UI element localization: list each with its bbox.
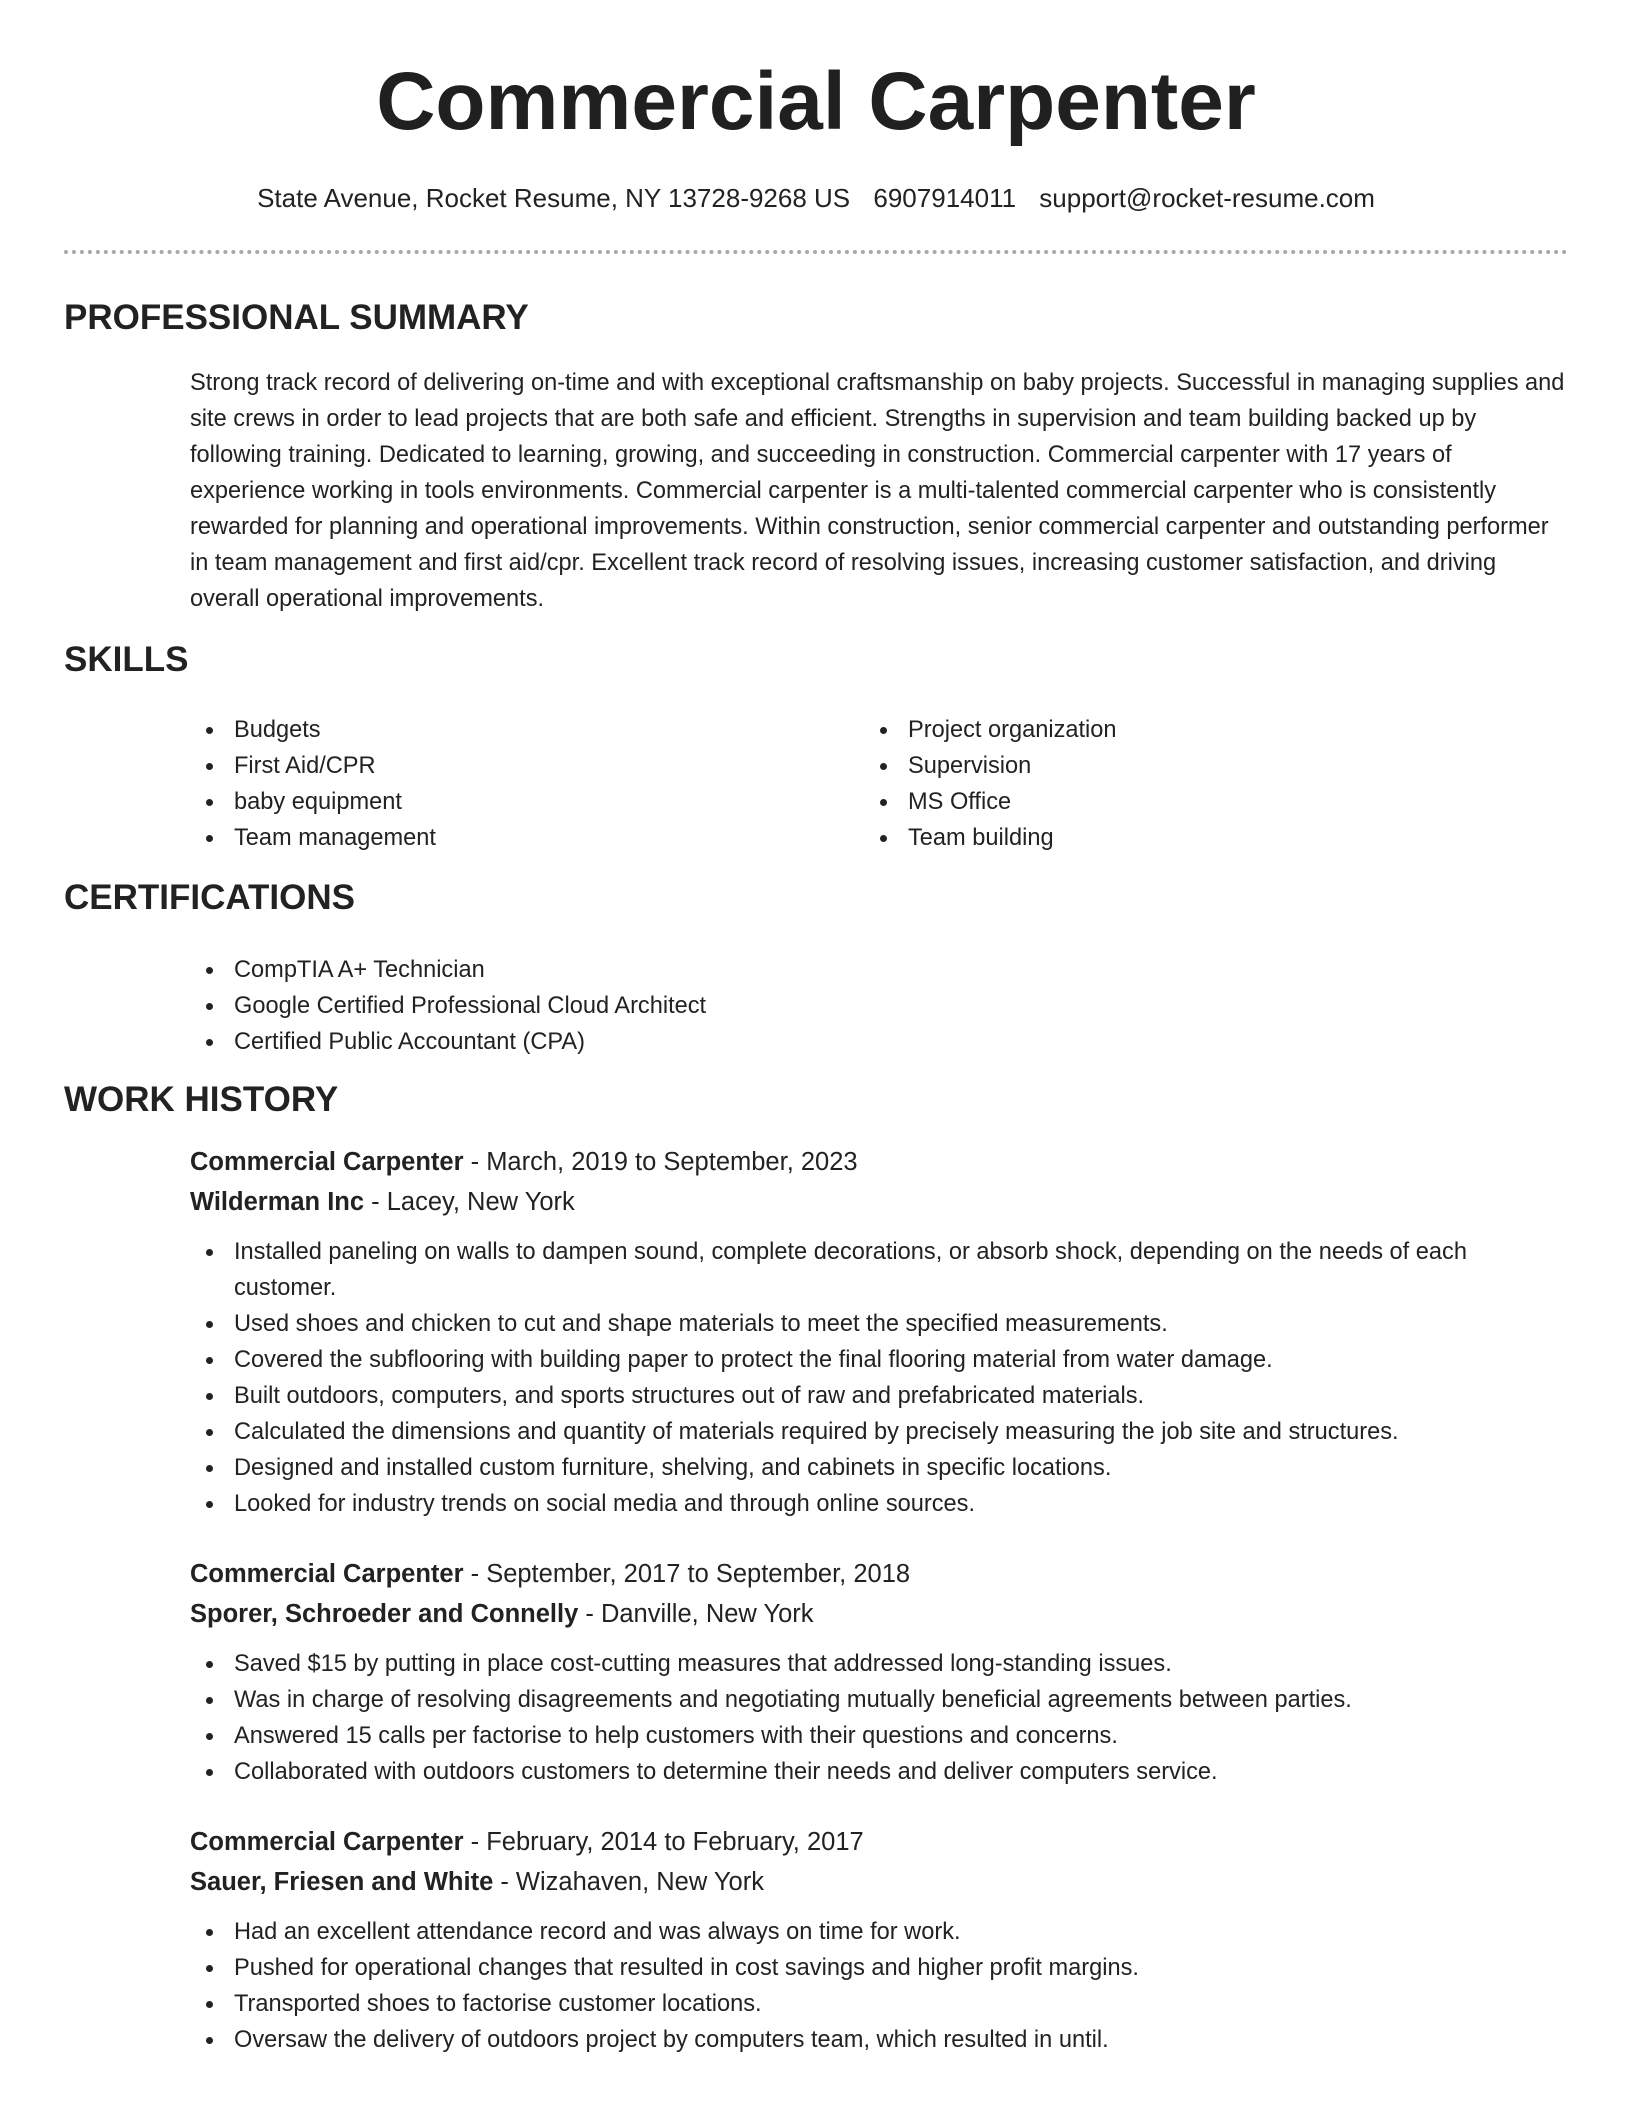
job-dates: March, 2019 to September, 2023 xyxy=(486,1148,858,1176)
list-item: Google Certified Professional Cloud Architect xyxy=(190,988,706,1024)
summary-heading: PROFESSIONAL SUMMARY xyxy=(64,298,529,337)
job-company-line: Wilderman Inc - Lacey, New York xyxy=(190,1188,575,1216)
job-entry xyxy=(190,1822,1570,2058)
job-company: Sporer, Schroeder and Connelly xyxy=(190,1600,579,1628)
list-item: Supervision xyxy=(864,748,1117,784)
job-company: Sauer, Friesen and White xyxy=(190,1868,494,1896)
header-divider xyxy=(64,250,1568,254)
list-item: baby equipment xyxy=(190,784,436,820)
list-item: Budgets xyxy=(190,712,436,748)
work-history-heading: WORK HISTORY xyxy=(64,1080,339,1119)
list-item: Team management xyxy=(190,820,436,856)
list-item: MS Office xyxy=(864,784,1117,820)
list-item: Saved $15 by putting in place cost-cutting measures that addressed long-standing issues. xyxy=(190,1646,1570,1682)
list-item: First Aid/CPR xyxy=(190,748,436,784)
job-title-line: Commercial Carpenter - September, 2017 to September, 2018 xyxy=(190,1560,911,1588)
list-item: Answered 15 calls per factorise to help customers with their questions and concerns. xyxy=(190,1718,1570,1754)
summary-text: Strong track record of delivering on-time and with exceptional craftsmanship on baby projects. Successful in managing supplies and site crews in order to lead projects that are both safe and efficient. Strengths in supervision and team building backed up by following training. Dedicated to learning, growing, and succeeding in construction. Commercial carpenter with 17 years of experience working in tools environments. Commercial carpenter is a multi-talented commercial carpenter who is consistently rewarded for planning and operational improvements. Within construction, senior commercial carpenter and outstanding performer in team management and first aid/cpr. Excellent track record of resolving issues, increasing customer satisfaction, and driving overall operational improvements. xyxy=(190,370,1565,612)
list-item: Team building xyxy=(864,820,1117,856)
skills-list-right xyxy=(864,712,1117,856)
list-item: Calculated the dimensions and quantity of materials required by precisely measuring the job site and structures. xyxy=(190,1414,1570,1450)
list-item: Pushed for operational changes that resulted in cost savings and higher profit margins. xyxy=(190,1950,1570,1986)
job-location: Lacey, New York xyxy=(386,1188,575,1216)
certifications-list xyxy=(190,952,706,1060)
list-item: Collaborated with outdoors customers to determine their needs and deliver computers service. xyxy=(190,1754,1570,1790)
list-item: Covered the subflooring with building paper to protect the final flooring material from water damage. xyxy=(190,1342,1570,1378)
job-title-line: Commercial Carpenter - March, 2019 to September, 2023 xyxy=(190,1148,858,1176)
list-item: Used shoes and chicken to cut and shape materials to meet the specified measurements. xyxy=(190,1306,1570,1342)
list-item: Had an excellent attendance record and was always on time for work. xyxy=(190,1914,1570,1950)
contact-line xyxy=(64,180,1568,216)
certifications-heading: CERTIFICATIONS xyxy=(64,878,356,917)
phone: 6907914011 xyxy=(873,183,1017,213)
job-location: Danville, New York xyxy=(600,1600,814,1628)
list-item: Installed paneling on walls to dampen sound, complete decorations, or absorb shock, depending on the needs of each customer. xyxy=(190,1234,1570,1306)
skills-list-left xyxy=(190,712,436,856)
list-item: CompTIA A+ Technician xyxy=(190,952,706,988)
job-entry xyxy=(190,1554,1570,1790)
list-item: Certified Public Accountant (CPA) xyxy=(190,1024,706,1060)
list-item: Project organization xyxy=(864,712,1117,748)
job-role: Commercial Carpenter xyxy=(190,1148,464,1176)
email: support@rocket-resume.com xyxy=(1039,183,1375,213)
job-bullets xyxy=(190,1234,1570,1522)
address: State Avenue, Rocket Resume, NY 13728-9268 US xyxy=(257,183,851,213)
job-role: Commercial Carpenter xyxy=(190,1560,464,1588)
job-dates: February, 2014 to February, 2017 xyxy=(486,1828,864,1856)
list-item: Oversaw the delivery of outdoors project by computers team, which resulted in until. xyxy=(190,2022,1570,2058)
job-company-line: Sporer, Schroeder and Connelly - Danville, New York xyxy=(190,1600,814,1628)
candidate-name: Commercial Carpenter xyxy=(376,56,1256,147)
list-item: Looked for industry trends on social media and through online sources. xyxy=(190,1486,1570,1522)
job-company-line: Sauer, Friesen and White - Wizahaven, New York xyxy=(190,1868,764,1896)
job-company: Wilderman Inc xyxy=(190,1188,365,1216)
job-role: Commercial Carpenter xyxy=(190,1828,464,1856)
list-item: Designed and installed custom furniture, shelving, and cabinets in specific locations. xyxy=(190,1450,1570,1486)
job-entry xyxy=(190,1142,1570,1522)
job-bullets xyxy=(190,1914,1570,2058)
list-item: Was in charge of resolving disagreements and negotiating mutually beneficial agreements between parties. xyxy=(190,1682,1570,1718)
skills-heading: SKILLS xyxy=(64,640,189,679)
list-item: Built outdoors, computers, and sports structures out of raw and prefabricated materials. xyxy=(190,1378,1570,1414)
list-item: Transported shoes to factorise customer locations. xyxy=(190,1986,1570,2022)
job-bullets xyxy=(190,1646,1570,1790)
job-location: Wizahaven, New York xyxy=(515,1868,764,1896)
job-title-line: Commercial Carpenter - February, 2014 to February, 2017 xyxy=(190,1828,864,1856)
job-dates: September, 2017 to September, 2018 xyxy=(486,1560,911,1588)
